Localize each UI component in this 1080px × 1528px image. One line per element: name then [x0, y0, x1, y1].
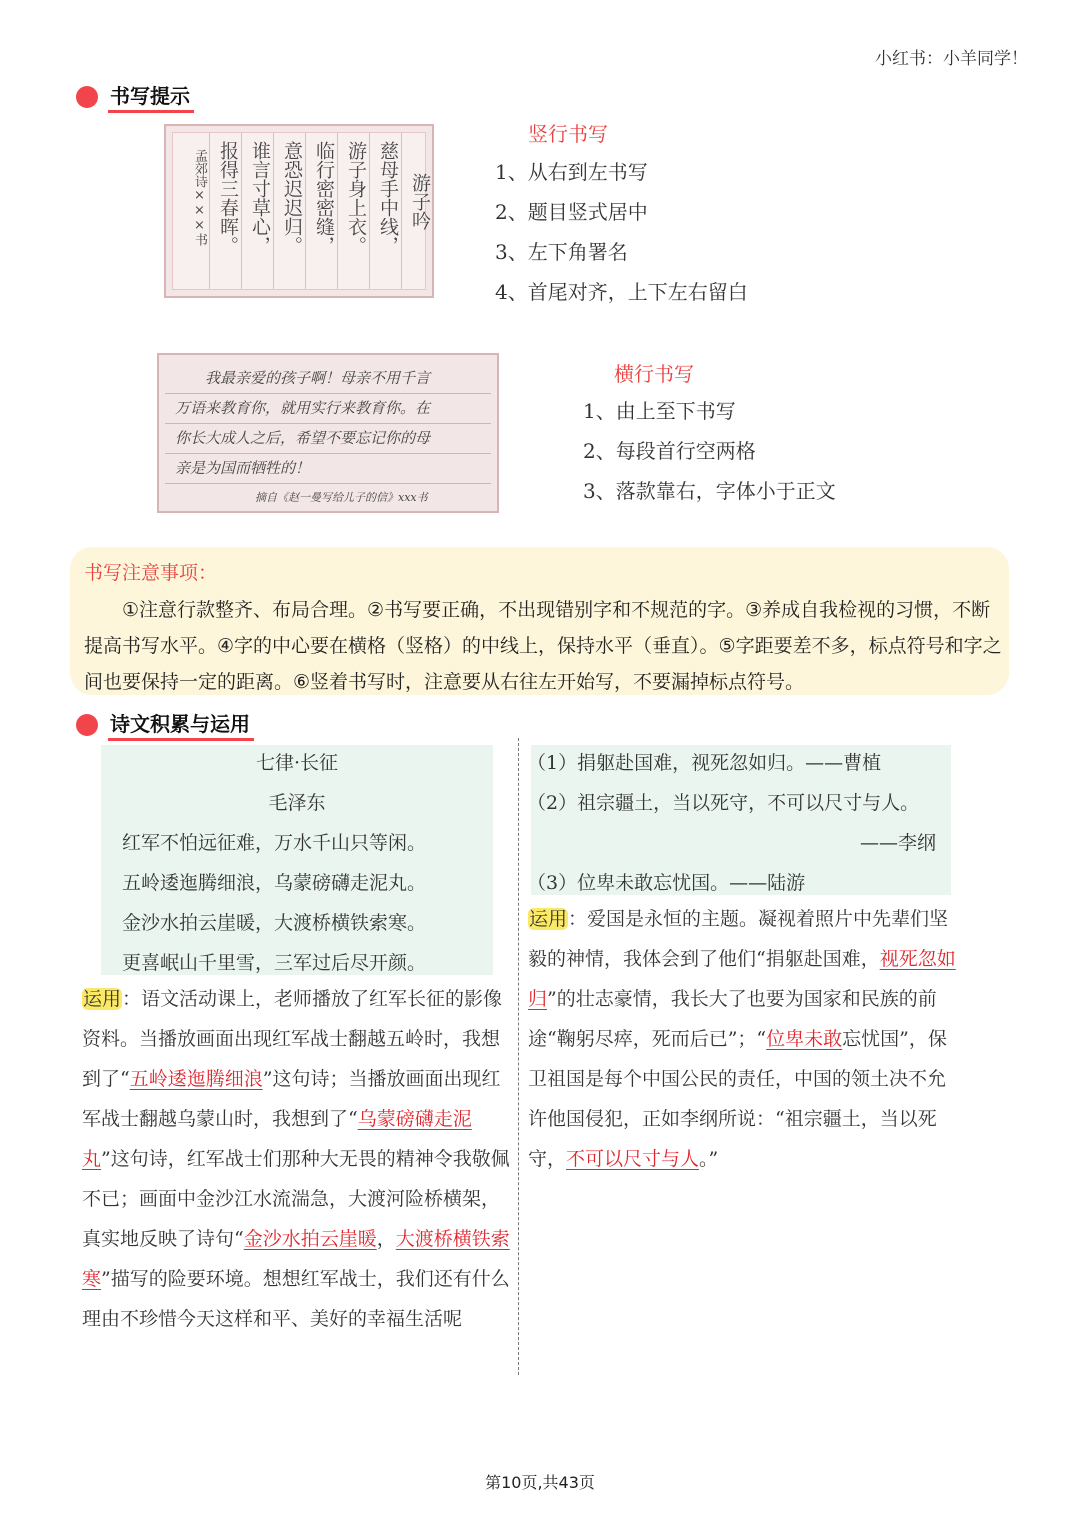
poem-line: 金沙水拍云崖暖，大渡桥横铁索寒。 [122, 912, 427, 934]
vertical-signature: 孟郊诗×××书 [192, 149, 207, 246]
quote-line: （2）祖宗疆土，当以死守，不可以尺寸与人。 [527, 792, 920, 814]
poem-column: 临行密密缝 [313, 141, 335, 236]
quote-author: ——李纲 [860, 832, 937, 854]
section-title-poetry [76, 708, 254, 741]
quote-highlight: 位卑未敢 [766, 1028, 843, 1050]
quote-highlight: 不可以尺寸与人 [566, 1148, 700, 1170]
bullet-dot-icon [76, 86, 98, 108]
rule-item: 3、落款靠右，字体小于正文 [583, 479, 836, 503]
column-divider [518, 738, 519, 1375]
letter-signature: 摘自《赵一曼写给儿子的信》xxx书 [255, 491, 428, 504]
rule-item: 4、首尾对齐，上下左右留白 [495, 280, 748, 304]
horizontal-writing-heading: 横行书写 [614, 362, 694, 386]
section-title-writing-tips [76, 80, 194, 113]
poem-line: 红军不怕远征难，万水千山只等闲。 [122, 832, 427, 854]
poem-column: 意恐迟迟归 [281, 141, 303, 236]
poem-line: 更喜岷山千里雪，三军过后尽开颜。 [122, 952, 427, 974]
vertical-writing-rules [495, 152, 748, 312]
letter-line: 你长大成人之后，希望不要忘记你的母 [175, 429, 431, 447]
rule-item: 2、每段首行空两格 [583, 439, 756, 463]
notice-body: ①注意行款整齐、布局合理。②书写要正确，不出现错别字和不规范的字。③养成自我检视的习惯，不断提高书写水平。④字的中心要在横格（竖格）的中线上，保持水平（垂直）。⑤字距要差不多，标点符号和字之间也要保持一定的距离。⑥竖着书写时，注意要从右往左开始写，不要漏掉标点符号。 [84, 599, 1002, 693]
section-title-text: 诗文积累与运用 [108, 708, 254, 741]
section-title-text: 书写提示 [108, 80, 194, 113]
poem-column: 谁言寸草心 [249, 141, 271, 236]
quote-line: （3）位卑未敢忘忧国。——陆游 [527, 872, 806, 894]
poem-box [101, 745, 493, 975]
poem-column: 慈母手中线 [377, 141, 399, 236]
horizontal-writing-sample [157, 353, 499, 513]
poem-column: 游子身上衣 [345, 141, 367, 236]
poem-author: 毛泽东 [268, 792, 326, 814]
watermark: 小红书：小羊同学！ [875, 49, 1028, 69]
poem-column: 报得三春晖 [217, 141, 239, 236]
quote-highlight: 乌蒙磅礴走泥丸 [82, 1108, 472, 1170]
horizontal-writing-rules [583, 391, 836, 511]
vertical-poem-title: 游子吟 [409, 173, 431, 230]
letter-line: 我最亲爱的孩子啊！母亲不用千言 [205, 369, 431, 387]
notice-title: 书写注意事项： [84, 562, 218, 584]
poem-line: 五岭逶迤腾细浪，乌蒙磅礴走泥丸。 [122, 872, 427, 894]
quote-highlight: 视死忽如归 [528, 948, 956, 1010]
letter-line: 亲是为国而牺牲的！ [175, 459, 311, 477]
rule-item: 3、左下角署名 [495, 240, 628, 264]
left-usage-paragraph: 运用：语文活动课上，老师播放了红军长征的影像资料。当播放画面出现红军战士翻越五岭时，我想到了“五岭逶迤腾细浪”这句诗；当播放画面出现红军战士翻越乌蒙山时，我想到了“乌蒙磅礴走泥丸”这句诗，红军战士们那种大无畏的精神令我敬佩不已；画面中金沙江水流湍急，大渡河险桥横架，真实地反映了诗句“金沙水拍云崖暖，大渡桥横铁索寒”描写的险要环境。想想红军战士，我们还有什么理由不珍惜今天这样和平、美好的幸福生活呢 [82, 988, 510, 1330]
page-number: 第10页,共43页 [485, 1473, 595, 1492]
quote-highlight: 大渡桥横铁索寒 [82, 1228, 510, 1290]
rule-item: 1、从右到左书写 [495, 160, 648, 184]
vertical-writing-sample: 孟郊诗×××书 报得三春晖。 谁言寸草心， 意恐迟迟归。 临行密密缝， 游子身上衣。 慈母手中线， 游子吟 [164, 124, 434, 298]
usage-label: 运用 [529, 908, 568, 930]
letter-line: 万语来教育你，就用实行来教育你。在 [175, 399, 431, 417]
bullet-dot-icon [76, 714, 98, 736]
right-usage-paragraph: 运用：爱国是永恒的主题。凝视着照片中先辈们坚毅的神情，我体会到了他们“捐躯赴国难，视死忽如归”的壮志豪情，我长大了也要为国家和民族的前途“鞠躬尽瘁，死而后已”；“位卑未敢忘忧国”，保卫祖国是每个中国公民的责任，中国的领土决不允许他国侵犯，正如李纲所说：“祖宗疆土，当以死守，不可以尺寸与人。” [528, 908, 956, 1170]
vertical-writing-heading: 竖行书写 [528, 122, 608, 146]
poem-title: 七律·长征 [255, 752, 339, 774]
quote-highlight: 五岭逶迤腾细浪 [129, 1068, 263, 1090]
usage-label: 运用 [83, 988, 122, 1010]
quote-line: （1）捐躯赴国难，视死忽如归。——曹植 [527, 752, 882, 774]
rule-item: 2、题目竖式居中 [495, 200, 648, 224]
rule-item: 1、由上至下书写 [583, 399, 736, 423]
quote-highlight: 金沙水拍云崖暖 [243, 1228, 377, 1250]
